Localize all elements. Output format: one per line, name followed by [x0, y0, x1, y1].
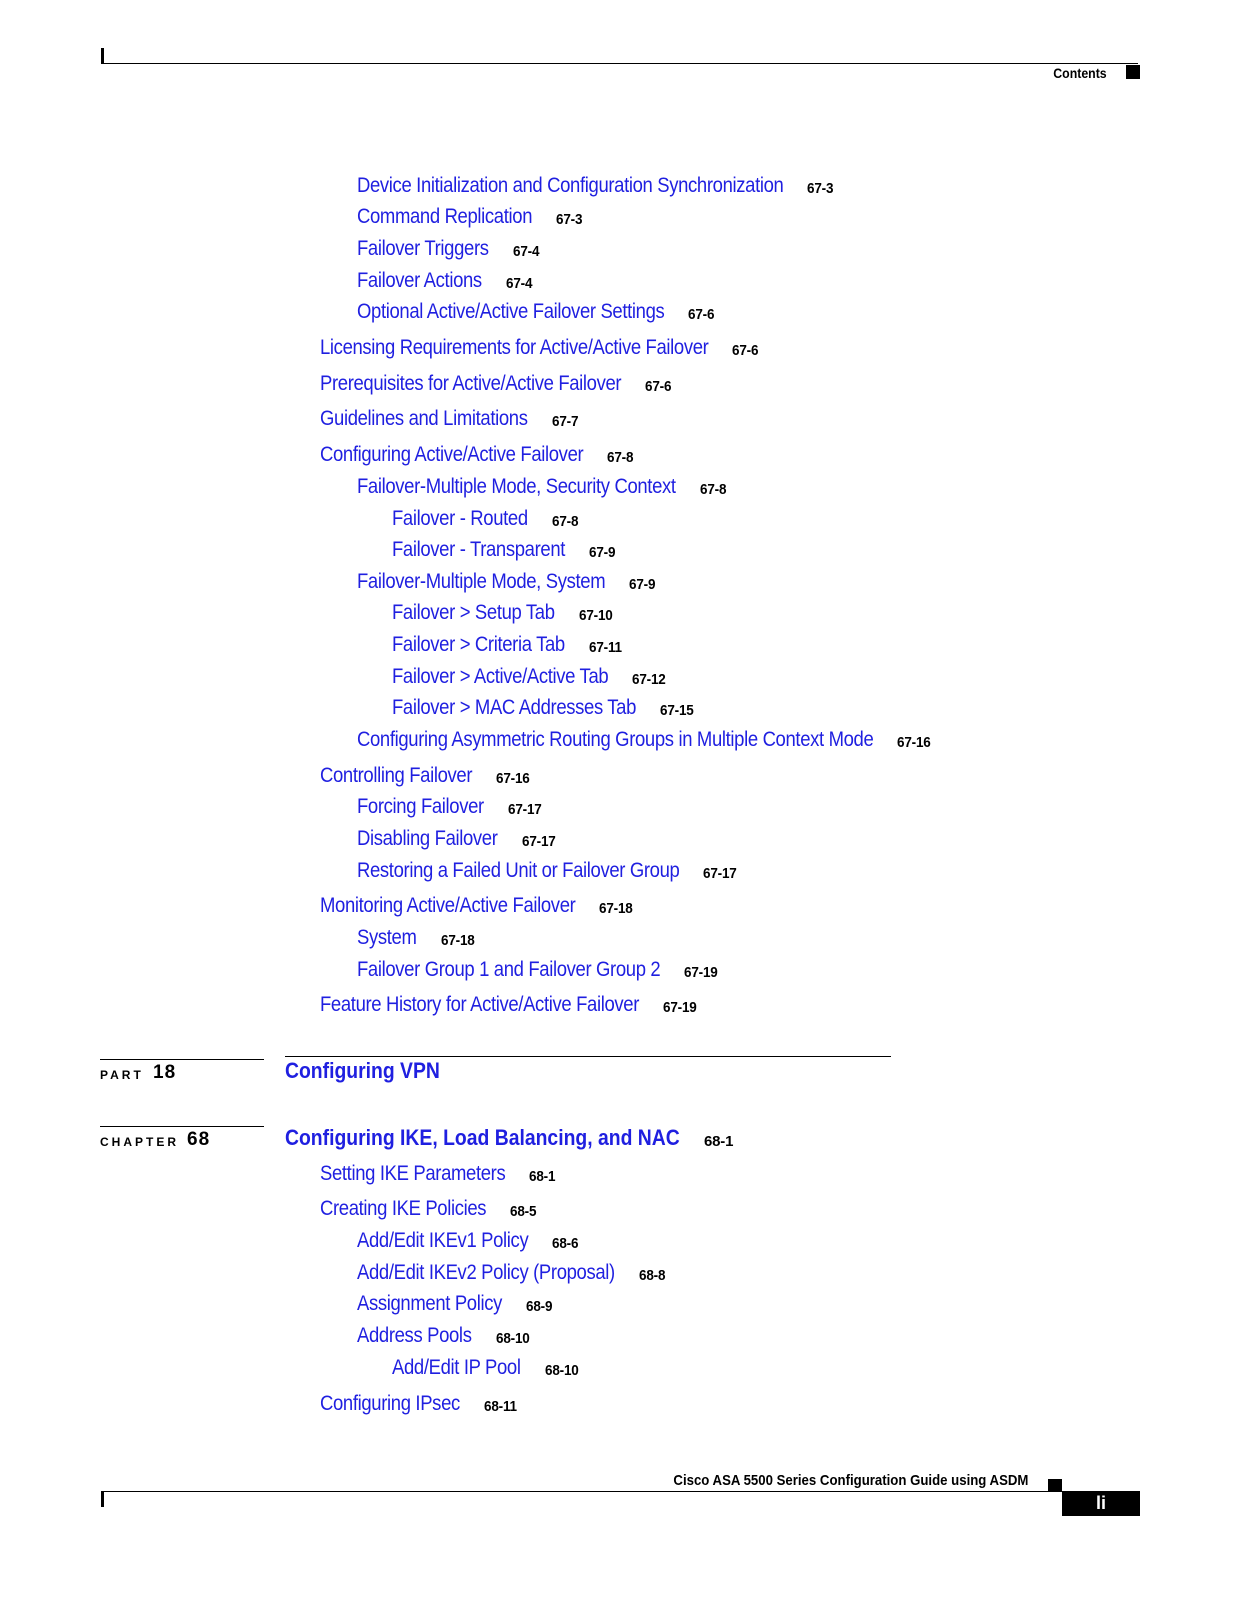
- chapter-rule-left: [100, 1126, 264, 1127]
- toc-entry-title: Failover - Routed: [392, 507, 528, 530]
- toc-entry-page: 68-6: [552, 1235, 579, 1252]
- chapter-label: CHAPTER: [100, 1135, 180, 1149]
- part-label: PART: [100, 1068, 144, 1082]
- toc-entry-title: Failover Triggers: [357, 237, 489, 260]
- toc-entry-page: 68-10: [496, 1330, 530, 1347]
- part-number: 18: [153, 1062, 177, 1083]
- running-header-label: Contents: [1053, 65, 1107, 81]
- toc-entry-title: Failover - Transparent: [392, 538, 566, 561]
- toc-entry-page: 67-9: [629, 576, 656, 593]
- toc-entry-page: 67-15: [660, 702, 694, 719]
- toc-entry-page: 67-4: [506, 275, 533, 292]
- chapter-title[interactable]: [285, 1125, 680, 1151]
- toc-entry-title: Add/Edit IP Pool: [392, 1356, 521, 1379]
- toc-entry-title: Add/Edit IKEv1 Policy: [357, 1229, 529, 1252]
- toc-entry-page: 67-17: [703, 865, 737, 882]
- chapter-title-text: Configuring IKE, Load Balancing, and NAC: [285, 1125, 680, 1150]
- toc-entry-title: Device Initialization and Configuration Synchronization: [357, 174, 784, 197]
- part-title[interactable]: Configuring VPN: [285, 1058, 440, 1083]
- part-rule-left: [100, 1059, 264, 1060]
- toc-entry-page: 67-19: [663, 999, 697, 1016]
- toc-entry[interactable]: [320, 1197, 537, 1221]
- toc-entry[interactable]: [357, 174, 842, 198]
- toc-entry-title: Failover Actions: [357, 269, 482, 292]
- toc-entry-page: 67-6: [688, 306, 715, 323]
- toc-entry[interactable]: [357, 205, 583, 229]
- toc-entry-title: Feature History for Active/Active Failover: [320, 993, 639, 1016]
- toc-entry-page: 67-3: [807, 180, 834, 197]
- toc-entry[interactable]: [357, 570, 656, 594]
- toc-entry[interactable]: [357, 1229, 579, 1253]
- toc-entry[interactable]: [357, 1292, 553, 1316]
- toc-entry-title: System: [357, 926, 417, 949]
- chapter-page: 68-1: [704, 1133, 734, 1150]
- toc-entry[interactable]: [320, 372, 672, 396]
- toc-entry[interactable]: [392, 1356, 579, 1380]
- toc-entry-page: 68-8: [639, 1267, 666, 1284]
- toc-entry[interactable]: [357, 269, 533, 293]
- toc-entry-page: 67-17: [508, 801, 542, 818]
- chapter-number: 68: [187, 1129, 211, 1150]
- toc-entry[interactable]: [392, 507, 579, 531]
- toc-entry-title: Forcing Failover: [357, 795, 484, 818]
- toc-entry-title: Failover Group 1 and Failover Group 2: [357, 958, 661, 981]
- header-square-icon: [1126, 65, 1140, 79]
- toc-entry[interactable]: [357, 827, 556, 851]
- toc-entry-title: Failover > MAC Addresses Tab: [392, 696, 637, 719]
- toc-entry[interactable]: [392, 633, 622, 657]
- toc-entry-page: 68-9: [526, 1298, 553, 1315]
- toc-entry-title: Controlling Failover: [320, 764, 473, 787]
- toc-entry[interactable]: [392, 601, 613, 625]
- toc-entry[interactable]: [320, 1392, 517, 1416]
- toc-entry-title: Guidelines and Limitations: [320, 407, 528, 430]
- toc-entry-title: Optional Active/Active Failover Settings: [357, 300, 665, 323]
- toc-entry-page: 67-8: [552, 513, 579, 530]
- toc-entry-page: 68-1: [529, 1168, 556, 1185]
- toc-entry[interactable]: [320, 894, 633, 918]
- toc-entry-page: 67-16: [897, 734, 931, 751]
- toc-entry-page: 67-18: [441, 932, 475, 949]
- toc-entry[interactable]: [357, 1324, 530, 1348]
- toc-entry-page: 68-5: [510, 1203, 537, 1220]
- chapter-page-container: [704, 1128, 733, 1154]
- toc-entry-title: Address Pools: [357, 1324, 472, 1347]
- toc-entry[interactable]: [320, 443, 634, 467]
- toc-entry-title: Configuring IPsec: [320, 1392, 460, 1415]
- header-rule: [101, 63, 1138, 64]
- toc-entry[interactable]: [357, 795, 542, 819]
- toc-entry[interactable]: [320, 336, 761, 360]
- toc-entry[interactable]: [357, 1261, 666, 1285]
- toc-entry-page: 67-8: [607, 449, 634, 466]
- toc-entry-page: 67-3: [556, 211, 583, 228]
- toc-entry-page: 67-11: [589, 639, 622, 656]
- toc-entry-title: Failover > Criteria Tab: [392, 633, 565, 656]
- toc-entry-title: Disabling Failover: [357, 827, 498, 850]
- toc-entry-page: 67-19: [684, 964, 718, 981]
- toc-entry-title: Configuring Active/Active Failover: [320, 443, 584, 466]
- toc-entry-title: Assignment Policy: [357, 1292, 503, 1315]
- toc-entry-page: 67-4: [513, 243, 540, 260]
- toc-entry[interactable]: [320, 993, 697, 1017]
- toc-entry-title: Configuring Asymmetric Routing Groups in Multiple Context Mode: [357, 728, 874, 751]
- toc-entry[interactable]: [357, 859, 737, 883]
- toc-entry[interactable]: [392, 696, 694, 720]
- toc-entry-page: 67-17: [522, 833, 556, 850]
- toc-entry-title: Command Replication: [357, 205, 533, 228]
- toc-entry-page: 68-11: [484, 1398, 517, 1415]
- toc-entry-page: 67-12: [632, 671, 666, 688]
- toc-entry-title: Creating IKE Policies: [320, 1197, 487, 1220]
- toc-entry[interactable]: [320, 764, 530, 788]
- toc-entry-title: Restoring a Failed Unit or Failover Group: [357, 859, 680, 882]
- footer-rule: [101, 1491, 1062, 1492]
- footer-tick: [101, 1491, 104, 1507]
- toc-entry-page: 67-9: [589, 544, 616, 561]
- toc-entry-title: Add/Edit IKEv2 Policy (Proposal): [357, 1261, 615, 1284]
- toc-entry-title: Failover > Setup Tab: [392, 601, 555, 624]
- toc-entry-title: Failover-Multiple Mode, Security Context: [357, 475, 676, 498]
- toc-entry[interactable]: [357, 926, 475, 950]
- toc-entry-page: 67-6: [645, 378, 672, 395]
- part-rule-right: [285, 1056, 891, 1057]
- toc-entry-title: Monitoring Active/Active Failover: [320, 894, 576, 917]
- header-tick: [101, 48, 104, 64]
- toc-entry-page: 67-8: [700, 481, 727, 498]
- toc-entry[interactable]: [320, 1162, 556, 1186]
- page-number: li: [1062, 1491, 1140, 1516]
- toc-entry[interactable]: [357, 958, 718, 982]
- toc-entry-title: Failover > Active/Active Tab: [392, 665, 609, 688]
- toc-entry-page: 67-10: [579, 607, 613, 624]
- toc-entry[interactable]: [392, 665, 666, 689]
- toc-entry[interactable]: [357, 728, 944, 752]
- toc-entry[interactable]: [392, 538, 616, 562]
- toc-entry-title: Prerequisites for Active/Active Failover: [320, 372, 622, 395]
- toc-entry-page: 67-18: [599, 900, 633, 917]
- footer-square-icon: [1048, 1479, 1062, 1491]
- toc-entry-title: Licensing Requirements for Active/Active Failover: [320, 336, 709, 359]
- toc-entry-title: Setting IKE Parameters: [320, 1162, 506, 1185]
- toc-entry-page: 67-7: [552, 413, 579, 430]
- toc-entry-page: 67-6: [732, 342, 759, 359]
- toc-entry-page: 67-16: [496, 770, 530, 787]
- toc-entry[interactable]: [320, 407, 579, 431]
- toc-entry-title: Failover-Multiple Mode, System: [357, 570, 606, 593]
- toc-entry[interactable]: [357, 237, 540, 261]
- toc-entry-page: 68-10: [545, 1362, 579, 1379]
- footer-title: Cisco ASA 5500 Series Configuration Guide using ASDM: [673, 1472, 1028, 1489]
- toc-entry[interactable]: [357, 475, 727, 499]
- toc-entry[interactable]: [357, 300, 715, 324]
